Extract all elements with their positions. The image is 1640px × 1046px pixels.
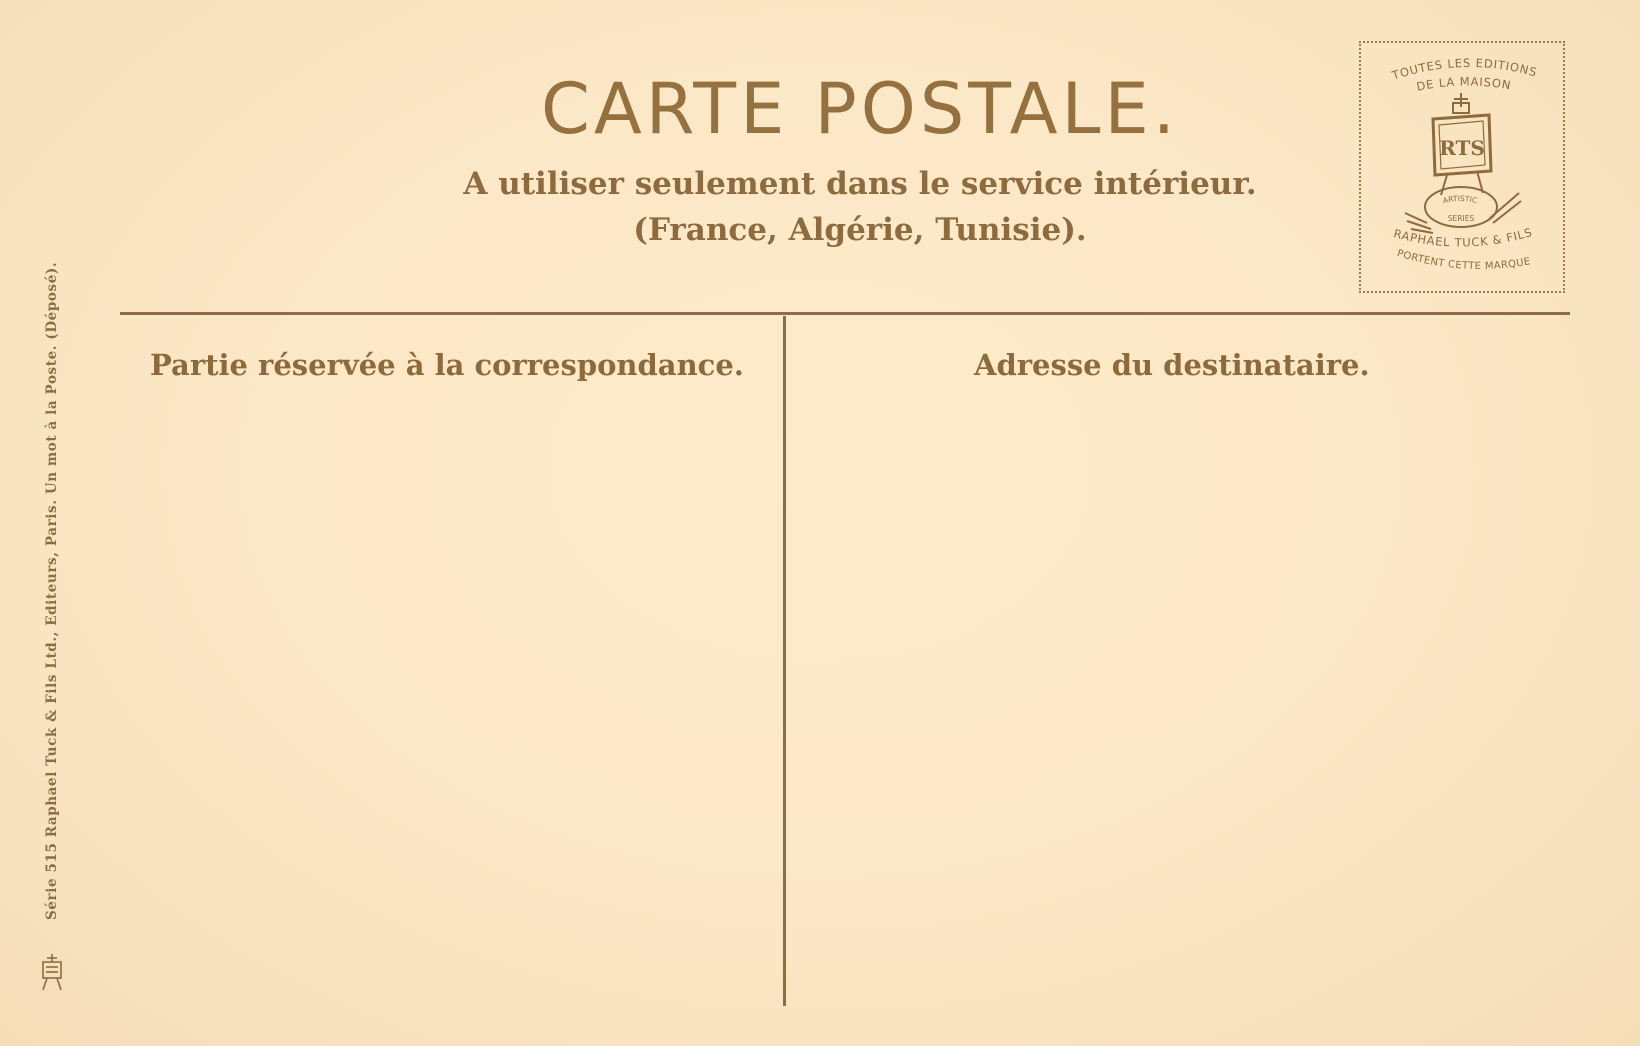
stamp-palette-line1: ARTISTIC: [1441, 193, 1479, 206]
address-label: Adresse du destinataire.: [974, 348, 1370, 382]
stamp-placeholder: [1359, 41, 1565, 293]
stamp-top-line2: DE LA MAISON: [1415, 74, 1513, 94]
svg-text:DE LA MAISON: [1415, 74, 1512, 93]
palette-icon: [1405, 187, 1521, 233]
correspondence-label: Partie réservée à la correspondance.: [150, 348, 744, 382]
page-title: CARTE POSTALE.: [541, 68, 1179, 150]
stamp-palette-line2: SERIES: [1447, 214, 1475, 223]
publisher-mark-icon: [38, 952, 66, 992]
svg-text:ARTISTIC: [1442, 194, 1478, 205]
stamp-monogram: RTS: [1439, 136, 1485, 160]
subtitle-usage: A utiliser seulement dans le service intérieur.: [463, 166, 1257, 202]
stamp-bottom-line2: PORTENT CETTE MARQUE: [1395, 248, 1532, 273]
svg-text:PORTENT CETTE MARQUE: [1396, 248, 1532, 272]
publisher-imprint: Série 515 Raphael Tuck & Fils Ltd., Editeurs, Paris. Un mot à la Poste. (Déposé).: [44, 261, 60, 920]
horizontal-divider: [120, 312, 1570, 315]
publisher-trademark-logo: [1361, 43, 1567, 295]
vertical-divider: [783, 316, 786, 1006]
stamp-top-line1: TOUTES LES EDITIONS: [1390, 55, 1539, 83]
stamp-bottom-line1: RAPHAEL TUCK & FILS: [1392, 224, 1535, 250]
subtitle-regions: (France, Algérie, Tunisie).: [633, 212, 1087, 248]
